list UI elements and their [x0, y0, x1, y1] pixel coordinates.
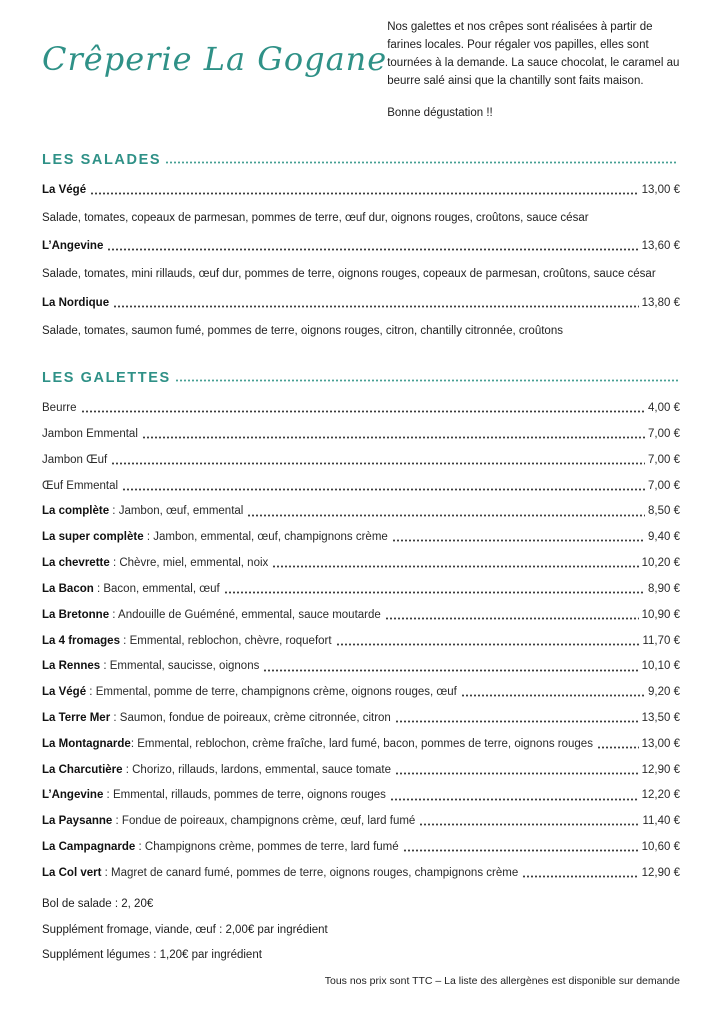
menu-item-price: 10,90 € [641, 608, 680, 621]
menu-item-price: 12,90 € [641, 866, 680, 879]
dotted-leader [385, 617, 639, 620]
menu-section [42, 152, 680, 340]
menu-item-separator: : [109, 505, 119, 518]
menu-item-separator: : [86, 686, 96, 699]
menu-item-row [42, 557, 680, 570]
menu-item-name: La super complète [42, 531, 144, 544]
dotted-leader [392, 539, 645, 542]
menu-item-text [42, 789, 386, 802]
dotted-leader [461, 694, 645, 697]
menu-item-price: 9,20 € [648, 686, 680, 699]
menu-item-row [42, 505, 680, 518]
menu-item-separator: : [119, 634, 130, 647]
menu-item-ingredients: Champignons crème, pommes de terre, lard fumé [144, 841, 399, 853]
section-title: LES GALETTES [42, 370, 171, 387]
menu-item-text [42, 184, 86, 197]
intro-block [387, 14, 680, 122]
dotted-leader [395, 720, 639, 723]
dotted-leader [247, 514, 645, 517]
dotted-leader [224, 591, 645, 594]
menu-item-name: Beurre [42, 402, 77, 415]
dotted-leader [122, 488, 645, 491]
menu-item-price: 4,00 € [648, 402, 680, 415]
menu-item-name: La Végé [42, 686, 87, 699]
menu-item-name: La Nordique [42, 296, 110, 309]
menu-item-price: 13,50 € [641, 711, 680, 724]
menu-item-text [42, 454, 107, 467]
menu-item-price: 7,00 € [648, 453, 680, 466]
menu-item-row [42, 583, 680, 596]
menu-item-name: Jambon Emmental [42, 428, 138, 440]
menu-item-price: 13,00 € [641, 737, 680, 750]
dotted-leader [390, 798, 639, 801]
footer-line-supplement-protein: Supplément fromage, viande, œuf : 2,00€ par ingrédient [42, 923, 328, 936]
menu-item-text [42, 609, 381, 622]
section-heading [42, 370, 680, 386]
menu-item-name: Jambon Œuf [42, 453, 108, 466]
menu-item-text [42, 815, 415, 828]
menu-item-row [42, 428, 680, 441]
footer-line-supplement-vegetables: Supplément légumes : 1,20€ par ingrédient [42, 949, 262, 962]
menu-item-row [42, 454, 680, 467]
menu-item-row [42, 712, 680, 725]
menu-item-row [42, 297, 680, 310]
menu-item-text [42, 557, 268, 570]
intro-greeting: Bonne dégustation !! [387, 106, 493, 119]
dotted-leader [419, 823, 639, 826]
menu-item-ingredients: Andouille de Guéméné, emmental, sauce moutarde [118, 608, 381, 621]
menu-item-price: 8,50 € [648, 505, 680, 518]
menu-item-row [42, 402, 680, 415]
menu-item-price: 10,60 € [641, 841, 680, 853]
menu-item-separator: : [143, 531, 154, 544]
menu-item-description: Salade, tomates, mini rillauds, œuf dur, pommes de terre, oignons rouges, copeaux de parmesan, croûtons, sauce césar [42, 268, 656, 281]
menu-item-price: 11,40 € [642, 815, 680, 828]
menu-item-name: La chevrette [42, 557, 110, 570]
menu-item-ingredients: Emmental, saucisse, oignons [109, 660, 260, 673]
menu-item-price: 10,10 € [641, 660, 680, 673]
section-title: LES SALADES [42, 151, 162, 168]
menu-item-text [42, 660, 259, 673]
menu-item-ingredients: Saumon, fondue de poireaux, crème citronnée, citron [119, 711, 391, 724]
menu-item-text [42, 764, 391, 777]
menu-item-description: Salade, tomates, saumon fumé, pommes de terre, oignons rouges, citron, chantilly citronnée, croûtons [42, 324, 563, 337]
brand-logo: Crêperie La Gogane [42, 40, 388, 78]
menu-item-text [42, 635, 332, 648]
footer-legal-note: Tous nos prix sont TTC – La liste des allergènes est disponible sur demande [324, 974, 680, 987]
menu-item-name: L’Angevine [42, 240, 104, 253]
menu-item-text [42, 531, 388, 544]
menu-sections [42, 152, 680, 880]
menu-item-price: 13,80 € [641, 296, 680, 309]
intro-paragraph: Nos galettes et nos crêpes sont réalisées à partir de farines locales. Pour régaler vos papilles, elles sont tournées à la demande. La sauce chocolat, le caramel au beurre salé ainsi que la chantilly sont faits maison. [387, 21, 680, 88]
dotted-leader [597, 746, 639, 749]
menu-item-price: 10,20 € [641, 557, 680, 570]
menu-item-row [42, 867, 680, 880]
menu-item-text [42, 712, 391, 725]
menu-item-row [42, 789, 680, 802]
footer-line-salad-bowl: Bol de salade : 2, 20€ [42, 898, 154, 911]
menu-item-row [42, 815, 680, 828]
section-heading [42, 152, 680, 168]
dotted-leader [111, 462, 645, 465]
menu-item-price: 7,00 € [648, 479, 680, 492]
menu-item-price: 7,00 € [648, 428, 680, 440]
menu-item-price: 9,40 € [648, 531, 680, 544]
menu-item-text [42, 583, 220, 596]
menu-item-ingredients: Bacon, emmental, œuf [103, 582, 220, 595]
menu-item-separator: : [130, 737, 138, 750]
menu-item-description: Salade, tomates, copeaux de parmesan, pommes de terre, œuf dur, oignons rouges, croûtons, sauce césar [42, 212, 589, 224]
menu-item-text [42, 297, 109, 310]
menu-item-name: La Montagnarde [42, 737, 131, 750]
menu-item-text [42, 505, 243, 518]
menu-item-name: La complète [42, 505, 110, 518]
menu-item-text [42, 428, 138, 441]
menu-item-row [42, 184, 680, 197]
menu-item-row [42, 686, 680, 699]
menu-item-separator: : [110, 711, 120, 724]
menu-item-text [42, 480, 118, 493]
menu-item-row [42, 660, 680, 673]
menu-item-ingredients: Fondue de poireaux, champignons crème, œuf, lard fumé [121, 815, 416, 828]
menu-item-name: La Paysanne [42, 815, 113, 828]
dotted-leader [263, 669, 638, 672]
menu-item-separator: : [122, 763, 133, 776]
dotted-leader [165, 161, 678, 164]
menu-item-name: La Bacon [42, 582, 94, 595]
menu-item-ingredients: Emmental, reblochon, chèvre, roquefort [129, 634, 332, 647]
menu-item-row [42, 531, 680, 544]
menu-item-price: 12,20 € [641, 789, 680, 802]
menu-item-ingredients: Jambon, emmental, œuf, champignons crème [153, 531, 388, 544]
menu-item-separator: : [109, 557, 120, 570]
menu-item-ingredients: Chèvre, miel, emmental, noix [119, 557, 269, 570]
dotted-leader [90, 192, 639, 195]
menu-item-separator: : [101, 866, 112, 879]
menu-item-text [42, 240, 103, 253]
dotted-leader [272, 565, 638, 568]
menu-item-ingredients: Emmental, pomme de terre, champignons crème, oignons rouges, œuf [95, 686, 457, 699]
dotted-leader [175, 379, 678, 382]
menu-item-price: 13,00 € [641, 183, 680, 196]
dotted-leader [403, 849, 639, 852]
menu-item-name: La Bretonne [42, 608, 110, 621]
dotted-leader [81, 410, 645, 413]
menu-item-price: 8,90 € [648, 582, 680, 595]
menu-item-name: La Végé [42, 183, 87, 196]
page-header [42, 14, 680, 122]
menu-item-name: Œuf Emmental [42, 479, 119, 492]
dotted-leader [336, 643, 640, 646]
dotted-leader [107, 248, 638, 251]
menu-item-name: La Rennes [42, 660, 101, 673]
menu-item-separator: : [100, 660, 110, 673]
menu-item-ingredients: Jambon, œuf, emmental [118, 505, 244, 518]
menu-item-row [42, 240, 680, 253]
menu-item-text [42, 686, 457, 699]
menu-item-price: 11,70 € [642, 634, 680, 647]
menu-item-row [42, 635, 680, 648]
menu-item-name: L’Angevine [42, 789, 104, 802]
menu-item-name: La Campagnarde [42, 841, 136, 853]
menu-item-text [42, 738, 593, 751]
dotted-leader [522, 875, 638, 878]
menu-item-separator: : [135, 841, 145, 853]
menu-item-row [42, 609, 680, 622]
dotted-leader [395, 772, 639, 775]
menu-item-text [42, 841, 399, 854]
menu-item-row [42, 841, 680, 854]
menu-item-row [42, 764, 680, 777]
menu-item-separator: : [93, 582, 104, 595]
dotted-leader [113, 305, 639, 308]
menu-item-name: La Charcutière [42, 763, 123, 776]
menu-item-separator: : [112, 815, 122, 828]
menu-item-name: La Col vert [42, 866, 102, 879]
menu-item-row [42, 480, 680, 493]
menu-item-text [42, 402, 77, 415]
menu-item-separator: : [103, 789, 113, 802]
menu-item-text [42, 867, 518, 880]
menu-item-name: La 4 fromages [42, 634, 120, 647]
menu-item-price: 13,60 € [641, 240, 680, 253]
menu-item-ingredients: Magret de canard fumé, pommes de terre, oignons rouges, champignons crème [111, 866, 519, 879]
menu-item-separator: : [109, 608, 119, 621]
menu-item-ingredients: Chorizo, rillauds, lardons, emmental, sauce tomate [132, 763, 391, 776]
menu-item-ingredients: Emmental, reblochon, crème fraîche, lard fumé, bacon, pommes de terre, oignons rouges [137, 737, 593, 750]
menu-item-price: 12,90 € [641, 763, 680, 776]
menu-section [42, 370, 680, 880]
menu-item-row [42, 738, 680, 751]
menu-item-name: La Terre Mer [42, 711, 111, 724]
dotted-leader [142, 436, 645, 439]
menu-item-ingredients: Emmental, rillauds, pommes de terre, oignons rouges [112, 789, 386, 802]
page-footer [42, 898, 680, 987]
